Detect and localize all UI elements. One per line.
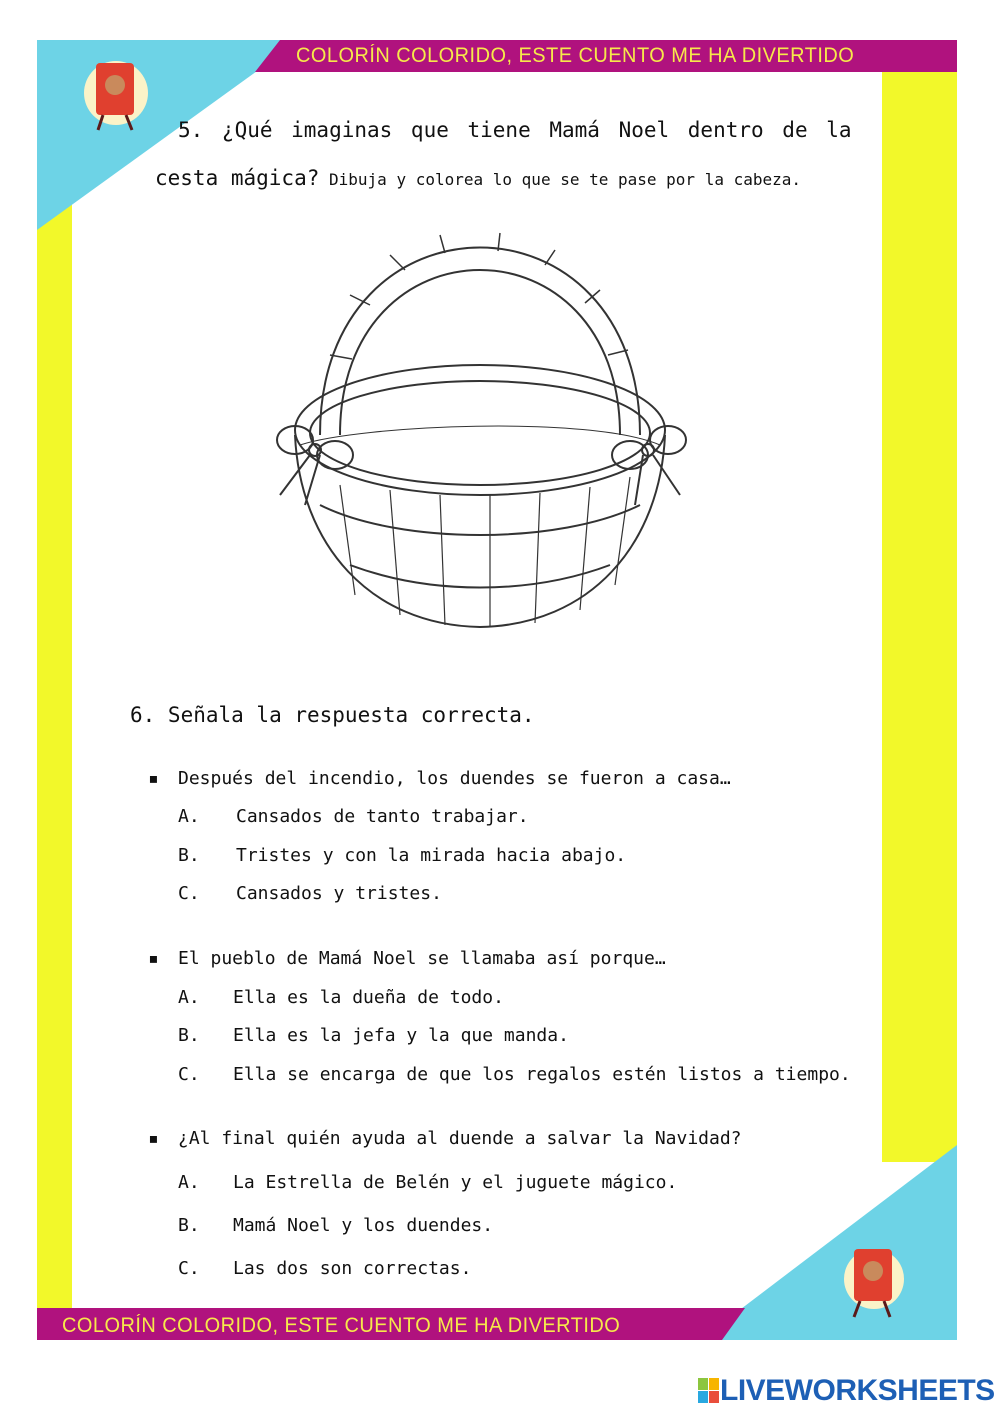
question-5-line1 [178,118,868,142]
question-6-title: 6. Señala la respuesta correcta. [130,703,535,727]
option-c[interactable]: C. Las dos son correctas. [178,1258,472,1279]
question-5-text: 5. ¿Qué imaginas que tiene Mamá Noel dentro de la [178,118,852,142]
option-a[interactable]: A. Cansados de tanto trabajar. [178,806,529,827]
question-6-item-2: ▪ El pueblo de Mamá Noel se llamaba así porque… A. Ella es la dueña de todo. B. Ella es la jefa y la que manda. C. Ella se encarga de que los regalos estén listos a tiempo. [148,948,851,1085]
question-5-continuation: cesta mágica? [155,166,320,190]
liveworksheets-logo[interactable]: LIVEWORKSHEETS [698,1374,995,1408]
bottom-banner-text: COLORÍN COLORIDO, ESTE CUENTO ME HA DIVERTIDO [62,1314,621,1337]
question-5-instruction: Dibuja y colorea lo que se te pase por la cabeza. [329,170,802,189]
option-c[interactable]: C. Ella se encarga de que los regalos estén listos a tiempo. [178,1064,851,1085]
live-blocks-icon [698,1378,720,1404]
book-mascot-icon [838,1243,910,1323]
question-6-item-3: ▪ ¿Al final quién ayuda al duende a salvar la Navidad? A. La Estrella de Belén y el juguete mágico. B. Mamá Noel y los duendes. C. Las dos son correctas. [148,1128,742,1279]
book-mascot-icon [78,55,150,135]
option-a[interactable]: A. La Estrella de Belén y el juguete mágico. [178,1172,678,1193]
top-banner-text: COLORÍN COLORIDO, ESTE CUENTO ME HA DIVERTIDO [296,44,855,67]
item-prompt: El pueblo de Mamá Noel se llamaba así porque… [178,948,666,969]
option-a[interactable]: A. Ella es la dueña de todo. [178,987,504,1008]
basket-drawing[interactable] [260,215,700,635]
option-b[interactable]: B. Mamá Noel y los duendes. [178,1215,494,1236]
option-c[interactable]: C. Cansados y tristes. [178,883,442,904]
option-b[interactable]: B. Tristes y con la mirada hacia abajo. [178,845,627,866]
option-b[interactable]: B. Ella es la jefa y la que manda. [178,1025,569,1046]
item-prompt: Después del incendio, los duendes se fueron a casa… [178,768,731,789]
question-6-item-1: ▪ Después del incendio, los duendes se fueron a casa… A. Cansados de tanto trabajar. B. Tristes y con la mirada hacia abajo. C. Cansados y tristes. [148,768,731,904]
item-prompt: ¿Al final quién ayuda al duende a salvar la Navidad? [178,1128,742,1149]
question-5-line2 [155,166,801,190]
